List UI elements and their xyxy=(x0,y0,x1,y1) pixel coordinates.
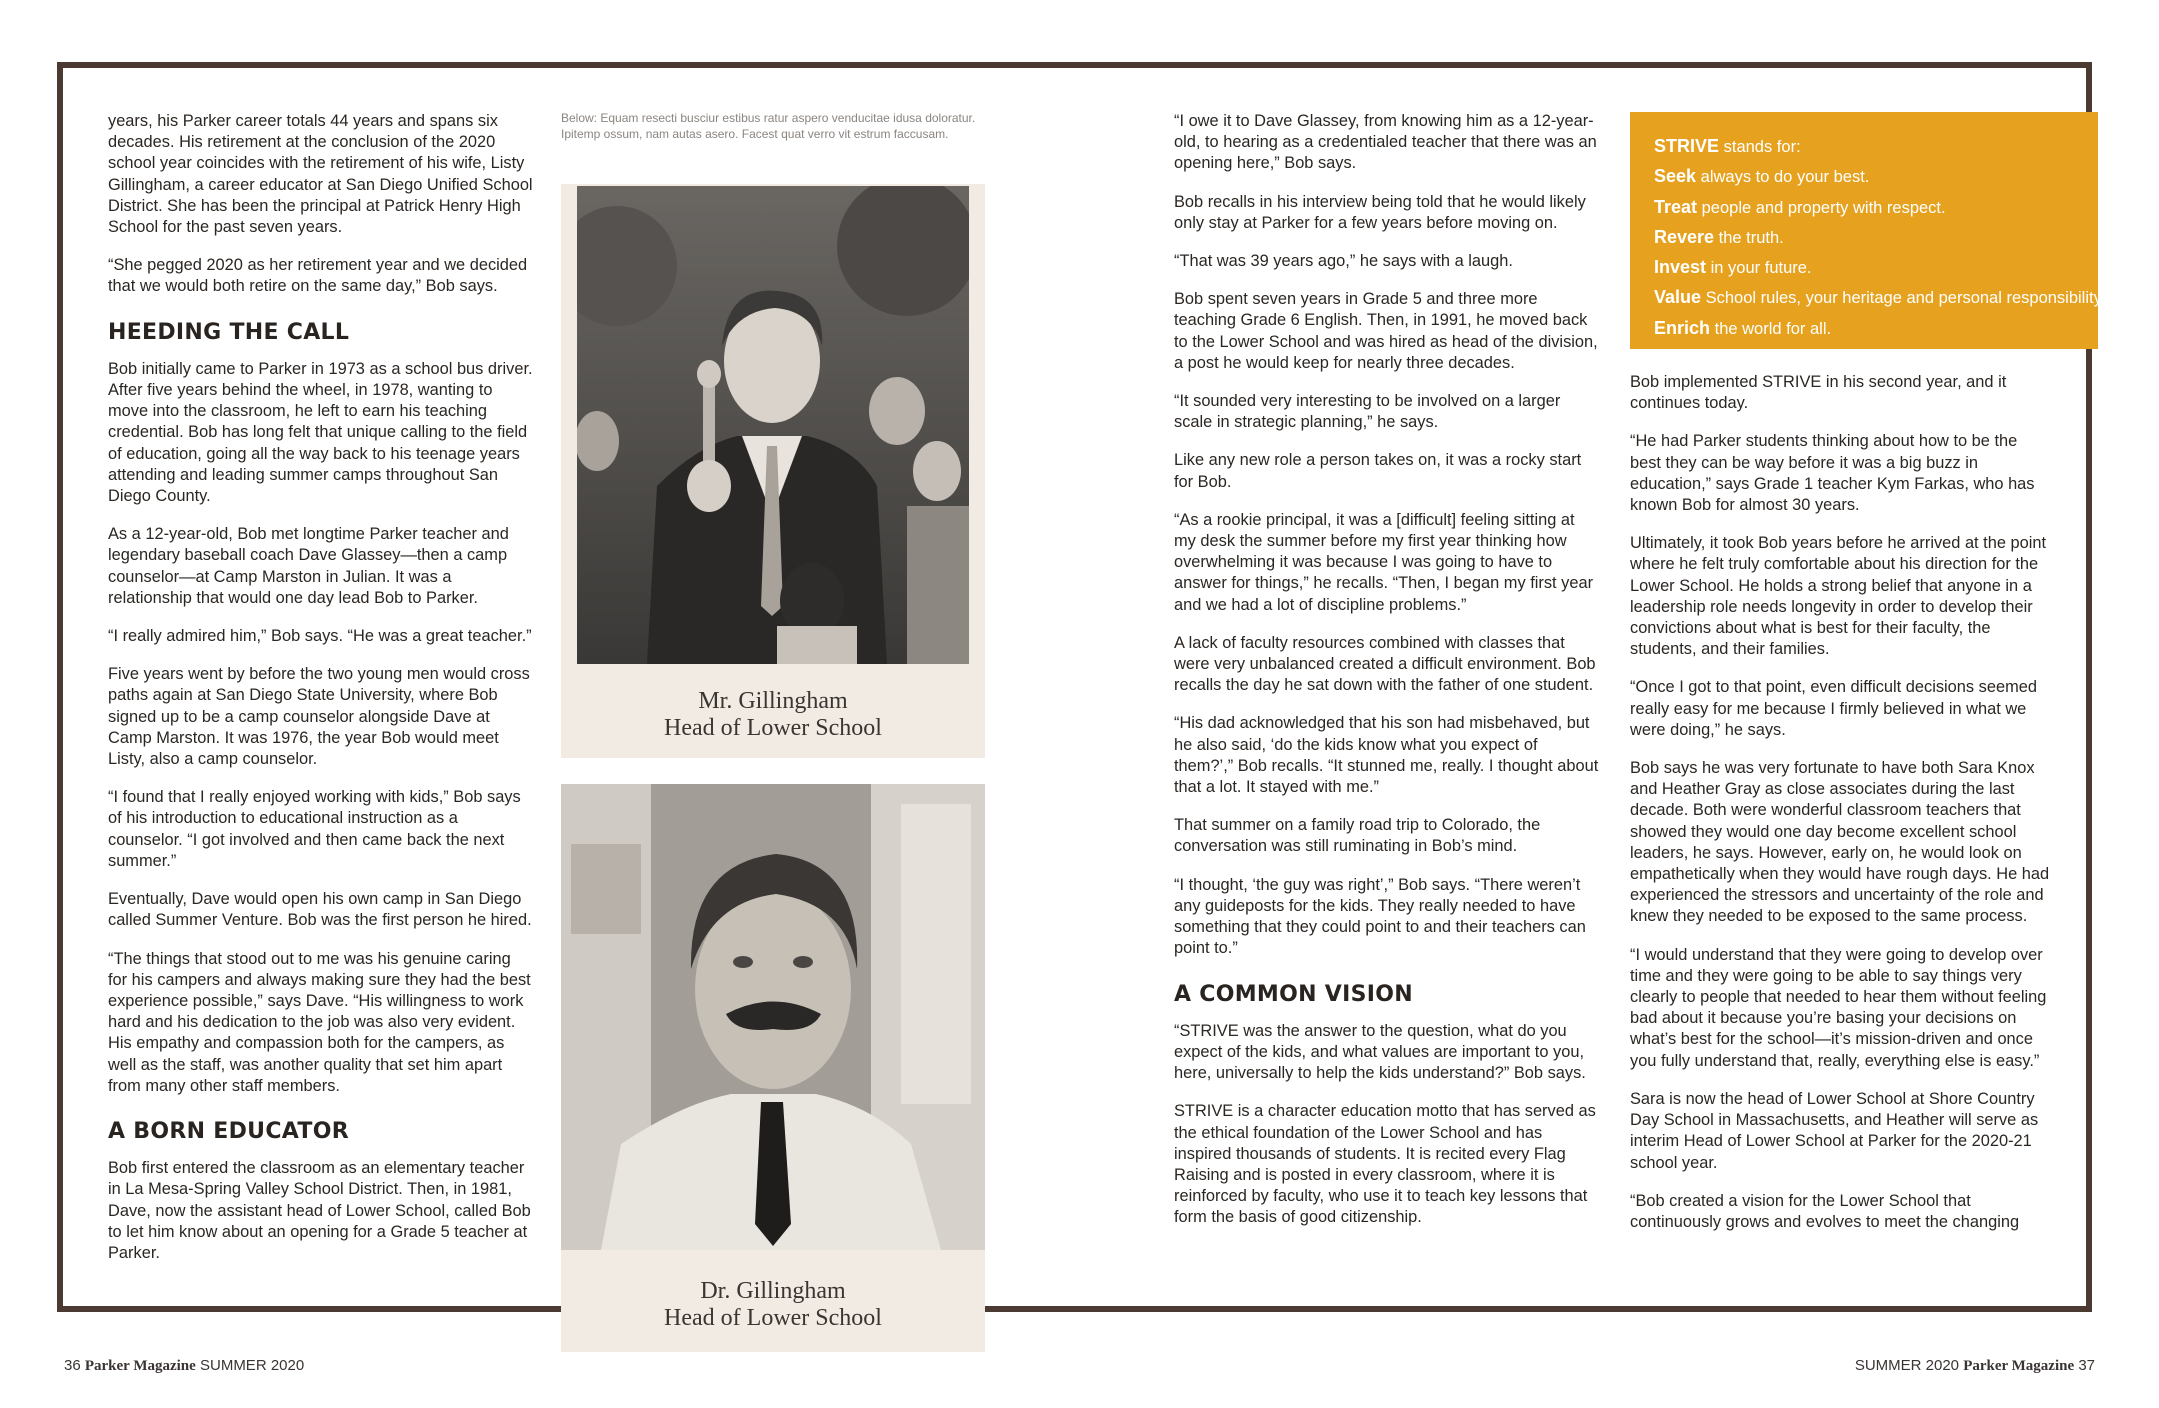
page-number: 36 xyxy=(64,1357,81,1374)
paragraph: “Bob created a vision for the Lower School that continuously grows and evolves to meet the changing xyxy=(1630,1191,2020,1231)
section-heading: A COMMON VISION xyxy=(1174,981,1413,1007)
issue-label: SUMMER 2020 xyxy=(199,1357,305,1374)
paragraph: Bob initially came to Parker in 1973 as a school bus driver. After five years behind the wheel, in 1978, wanting to move into the classroom, he left to earn his teaching credential. Bob has long felt that unique calling to the field of education, going all the way back to his teenage years attending and leading summer camps throughout San Diego County. xyxy=(108,359,533,506)
paragraph: Eventually, Dave would open his own camp in San Diego called Summer Venture. Bob was the first person he hired. xyxy=(108,890,532,930)
portrait-photo xyxy=(561,784,985,1250)
photo-name: Mr. Gillingham xyxy=(698,688,848,714)
strive-item: Revere the truth. xyxy=(1654,226,1784,247)
paragraph: “As a rookie principal, it was a [difficult] feeling sitting at my desk the summer before my first year thinking how overwhelming it was because I was going to have to answer for things,” he recalls. “Then, I began my first year and we had a lot of discipline problems.” xyxy=(1174,510,1594,614)
paragraph: “He had Parker students thinking about how to be the best they can be way before it was a big buzz in education,” says Grade 1 teacher Kym Farkas, who has known Bob for almost 30 years. xyxy=(1630,432,2035,515)
paragraph: “That was 39 years ago,” he says with a laugh. xyxy=(1174,252,1513,271)
photo-name: Dr. Gillingham xyxy=(700,1278,846,1304)
paragraph: STRIVE is a character education motto that has served as the ethical foundation of the Lower School and has inspired thousands of students. It is recited every Flag Raising and is posted in every classroom, where it is reinforced by faculty, who use it to teach key lessons that form the basis of good citizenship. xyxy=(1174,1102,1596,1227)
paragraph: Bob implemented STRIVE in his second year, and it continues today. xyxy=(1630,373,2007,413)
paragraph: “The things that stood out to me was his genuine caring for his campers and always making sure they had the best experience possible,” says Dave. “His willingness to work hard and his dedication to the job was also very evident. His empathy and compassion both for the campers, as well as the staff, was another quality that set him apart from many other staff members. xyxy=(108,949,531,1095)
section-heading: HEEDING THE CALL xyxy=(108,319,350,345)
section-heading: A BORN EDUCATOR xyxy=(108,1118,349,1144)
footer-left xyxy=(64,1357,304,1375)
magazine-name: Parker Magazine xyxy=(84,1358,196,1374)
paragraph: As a 12-year-old, Bob met longtime Parker teacher and legendary baseball coach Dave Glassey—then a camp counselor—at Camp Marston in Julian. It was a relationship that would one day lead Bob to Parker. xyxy=(108,525,509,607)
paragraph: “She pegged 2020 as her retirement year and we decided that we would both retire on the same day,” Bob says. xyxy=(108,256,528,296)
portrait-photo xyxy=(577,186,969,664)
paragraph: “His dad acknowledged that his son had misbehaved, but he also said, ‘do the kids know what you expect of them?’,” Bob recalls. “It stunned me, really. I thought about that a lot. It stayed with me.” xyxy=(1174,714,1599,797)
paragraph: Like any new role a person takes on, it was a rocky start for Bob. xyxy=(1174,451,1582,491)
paragraph: “It sounded very interesting to be involved on a larger scale in strategic planning,” he says. xyxy=(1174,392,1561,432)
photo-role: Head of Lower School xyxy=(664,1305,882,1331)
paragraph: “I found that I really enjoyed working with kids,” Bob says of his introduction to educational instruction as a counselor. “I got involved and then came back the next summer.” xyxy=(108,788,521,870)
footer-right xyxy=(1855,1357,2095,1375)
strive-title: STRIVE stands for: xyxy=(1654,136,1801,156)
paragraph: A lack of faculty resources combined with classes that were very unbalanced created a difficult environment. Bob recalls the day he sat down with the father of one student. xyxy=(1174,633,1596,695)
right-text-column xyxy=(1174,111,1599,1246)
photo-dr-gillingham xyxy=(561,784,985,1352)
strive-item: Seek always to do your best. xyxy=(1654,166,1870,187)
paragraph: “I owe it to Dave Glassey, from knowing him as a 12-year-old, to hearing as a credentialed teacher that there was an opening here,” Bob says. xyxy=(1174,112,1597,173)
strive-item: Value School rules, your heritage and personal responsibility. xyxy=(1654,287,2106,308)
paragraph: “I thought, ‘the guy was right’,” Bob says. “There weren’t any guideposts for the kids. They really needed to have something that they could point to and their teachers can point to.” xyxy=(1174,875,1586,958)
photo-mr-gillingham xyxy=(561,184,985,758)
paragraph: years, his Parker career totals 44 years and spans six decades. His retirement at the conclusion of the 2020 school year coincides with the retirement of his wife, Listy Gillingham, a career educator at San Diego Unified School District. She has been the principal at Patrick Henry High School for the past seven years. xyxy=(108,112,533,237)
strive-item: Invest in your future. xyxy=(1654,257,1812,278)
paragraph: “Once I got to that point, even difficult decisions seemed really easy for me because I firmly believed in what we were doing,” he says. xyxy=(1630,678,2037,739)
paragraph: Ultimately, it took Bob years before he arrived at the point where he felt truly comfortable about his direction for the Lower School. He holds a strong belief that anyone in a leadership role needs longevity in order to develop their convictions about what is best for their faculty, the students, and their families. xyxy=(1630,534,2047,659)
page-number: 37 xyxy=(2078,1357,2095,1374)
photo-title xyxy=(561,688,985,742)
paragraph: Sara is now the head of Lower School at Shore Country Day School in Massachusetts, and Heather will serve as interim Head of Lower School at Parker for the 2020-21 school year. xyxy=(1630,1089,2039,1172)
left-text-column xyxy=(108,111,533,1281)
issue-label: SUMMER 2020 xyxy=(1854,1357,1960,1374)
strive-item: Treat people and property with respect. xyxy=(1654,196,1946,217)
photo-role: Head of Lower School xyxy=(664,715,882,741)
portrait-illustration xyxy=(561,784,985,1250)
photo-caption: Below: Equam resecti busciur estibus ratur aspero venducitae idusa doloratur. Ipitemp ossum, nam autas asero. Facest quat verro vit estrum faccusam. xyxy=(561,111,976,141)
strive-callout-box xyxy=(1630,112,2106,349)
photo-title xyxy=(561,1278,985,1332)
strive-item: Enrich the world for all. xyxy=(1654,317,1832,338)
magazine-name: Parker Magazine xyxy=(1963,1358,2075,1374)
right-text-column-2 xyxy=(1630,372,2050,1250)
portrait-illustration xyxy=(577,186,969,664)
paragraph: That summer on a family road trip to Colorado, the conversation was still ruminating in Bob’s mind. xyxy=(1174,816,1541,856)
paragraph: Bob spent seven years in Grade 5 and three more teaching Grade 6 English. Then, in 1991, he moved back to the Lower School and was hired as head of the division, a post he would keep for nearly three decades. xyxy=(1174,290,1598,372)
paragraph: Bob recalls in his interview being told that he would likely only stay at Parker for a few years before moving on. xyxy=(1174,192,1586,232)
paragraph: “I really admired him,” Bob says. “He was a great teacher.” xyxy=(108,627,532,646)
paragraph: Bob says he was very fortunate to have both Sara Knox and Heather Gray as close associates during the last decade. Both were wonderful classroom teachers that showed they would one day become excellent school leaders, he says. However, early on, he would look on empathetically when they would have rough days. He had experienced the stressors and uncertainty of the role and knew they needed to be exposed to the same process. xyxy=(1630,759,2050,926)
paragraph: “STRIVE was the answer to the question, what do you expect of the kids, and what values are important to you, here, universally to help the kids understand?” Bob says. xyxy=(1174,1021,1586,1083)
paragraph: “I would understand that they were going to develop over time and they were going to be able to say things very clearly to people that needed to hear them without feeling bad about it because you’re basing your decisions on what’s best for the school—it’s mission-driven and once you fully understand that, really, everything else is easy.” xyxy=(1630,945,2047,1070)
paragraph: Bob first entered the classroom as an elementary teacher in La Mesa-Spring Valley School District. Then, in 1981, Dave, now the assistant head of Lower School, called Bob to let him know about an opening for a Grade 5 teacher at Parker. xyxy=(108,1159,531,1262)
paragraph: Five years went by before the two young men would cross paths again at San Diego State University, where Bob signed up to be a camp counselor alongside Dave at Camp Marston. It was 1976, the year Bob would meet Listy, also a camp counselor. xyxy=(108,665,530,769)
